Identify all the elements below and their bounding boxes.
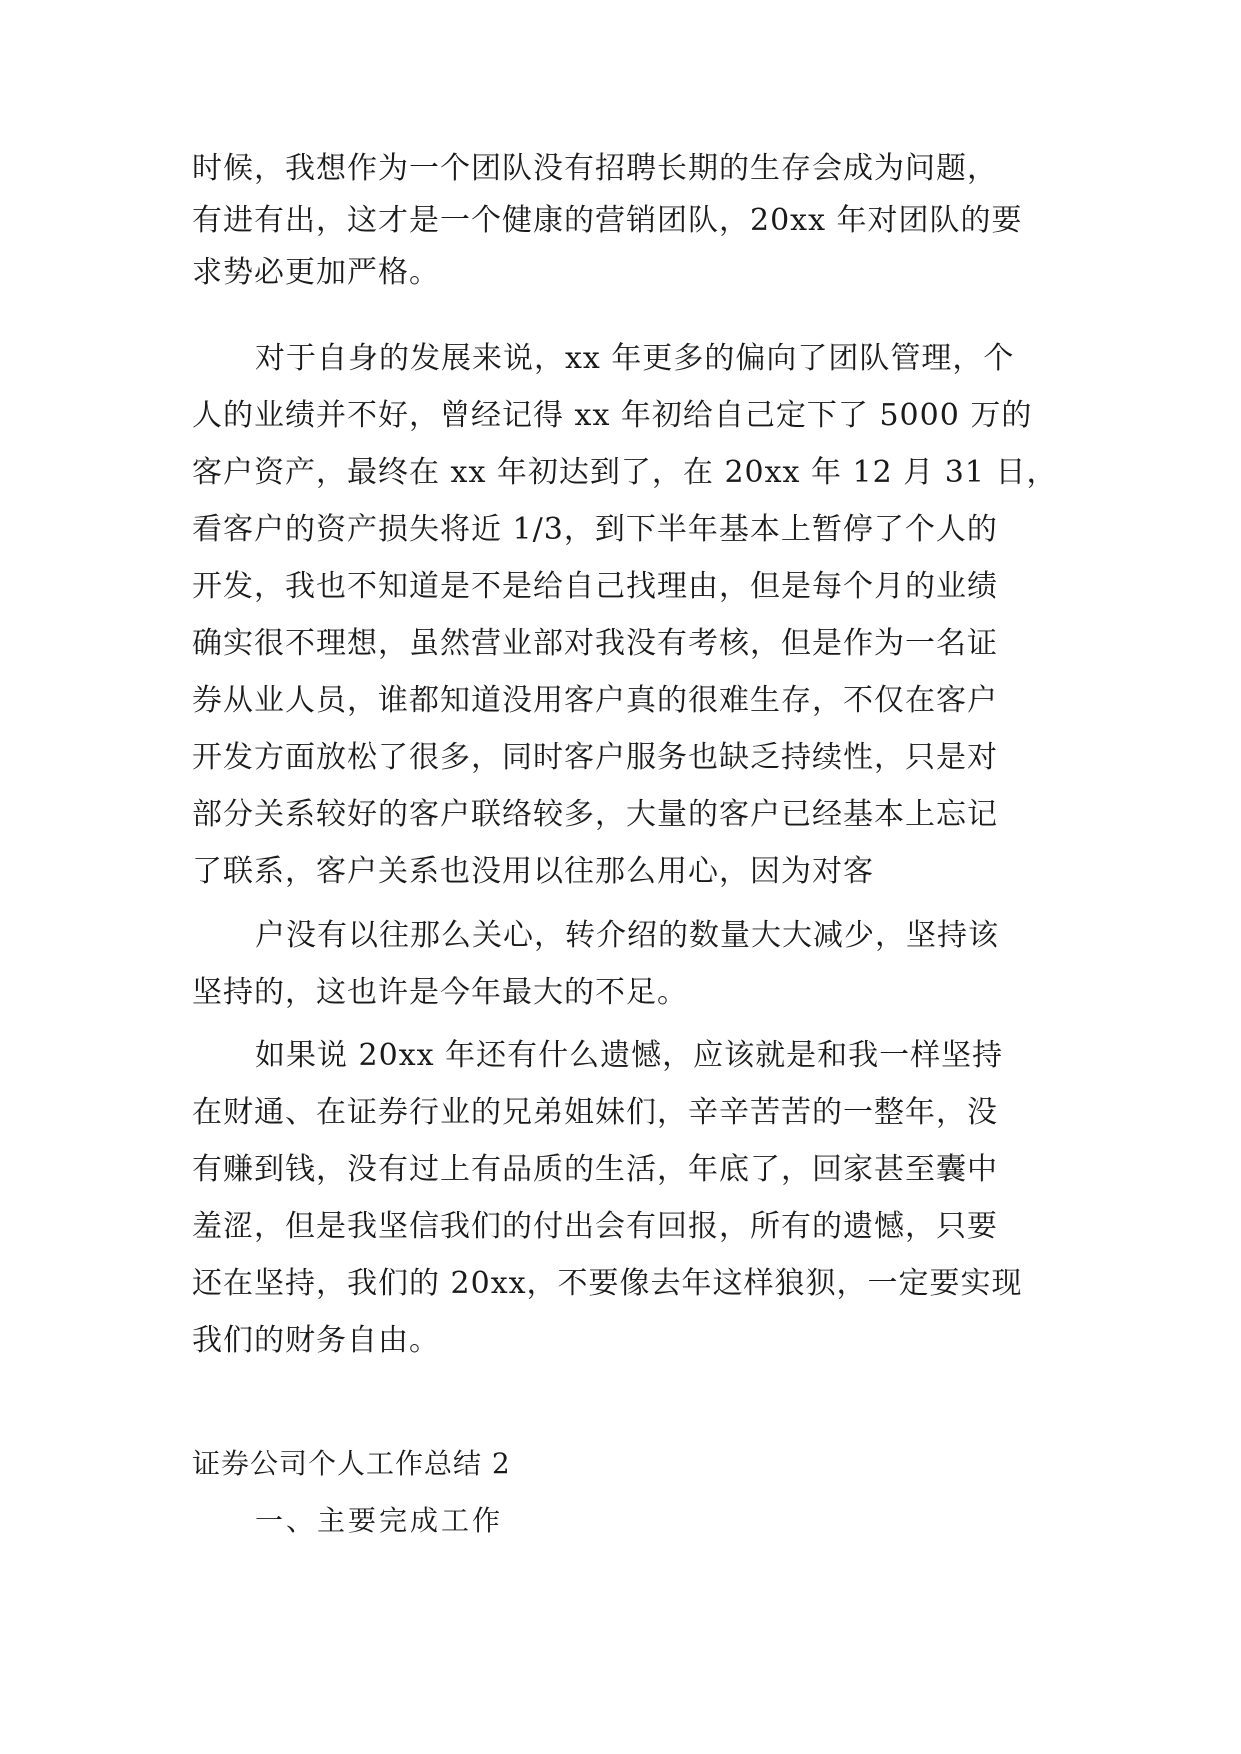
paragraph-2-line-1: 对于自身的发展来说，xx 年更多的偏向了团队管理，个 [255,341,1015,376]
paragraph-2-line-9: 部分关系较好的客户联络较多，大量的客户已经基本上忘记 [192,797,998,832]
paragraph-3-line-2: 坚持的，这也许是今年最大的不足。 [192,975,688,1010]
paragraph-2-line-8: 开发方面放松了很多，同时客户服务也缺乏持续性，只是对 [192,740,998,775]
section-title: 证券公司个人工作总结 2 [192,1447,511,1480]
paragraph-2-line-5: 开发，我也不知道是不是给自己找理由，但是每个月的业绩 [192,569,998,604]
paragraph-4-line-6: 我们的财务自由。 [192,1323,440,1358]
paragraph-1-line-1: 时候，我想作为一个团队没有招聘长期的生存会成为问题， [192,151,998,186]
paragraph-4-line-4: 羞涩，但是我坚信我们的付出会有回报，所有的遗憾，只要 [192,1209,998,1244]
paragraph-2-line-2: 人的业绩并不好，曾经记得 xx 年初给自己定下了 5000 万的 [192,398,1033,433]
paragraph-3-line-1: 户没有以往那么关心，转介绍的数量大大减少，坚持该 [255,918,999,953]
paragraph-2-line-3: 客户资产，最终在 xx 年初达到了，在 20xx 年 12 月 31 日， [192,455,1058,490]
paragraph-4-line-2: 在财通、在证券行业的兄弟姐妹们，辛辛苦苦的一整年，没 [192,1095,998,1130]
paragraph-4-line-1: 如果说 20xx 年还有什么遗憾，应该就是和我一样坚持 [255,1038,1004,1073]
section-subtitle: 一、主要完成工作 [255,1504,504,1537]
paragraph-2-line-6: 确实很不理想，虽然营业部对我没有考核，但是作为一名证 [192,626,998,661]
paragraph-4-line-5: 还在坚持，我们的 20xx，不要像去年这样狼狈，一定要实现 [192,1266,1023,1301]
paragraph-1-line-3: 求势必更加严格。 [192,255,440,290]
paragraph-2-line-10: 了联系，客户关系也没用以往那么用心，因为对客 [192,854,874,889]
paragraph-2-line-7: 券从业人员，谁都知道没用客户真的很难生存，不仅在客户 [192,683,998,718]
paragraph-2-line-4: 看客户的资产损失将近 1/3，到下半年基本上暂停了个人的 [192,512,998,547]
paragraph-4-line-3: 有赚到钱，没有过上有品质的生活，年底了，回家甚至囊中 [192,1152,998,1187]
paragraph-1-line-2: 有进有出，这才是一个健康的营销团队，20xx 年对团队的要 [192,203,1023,238]
